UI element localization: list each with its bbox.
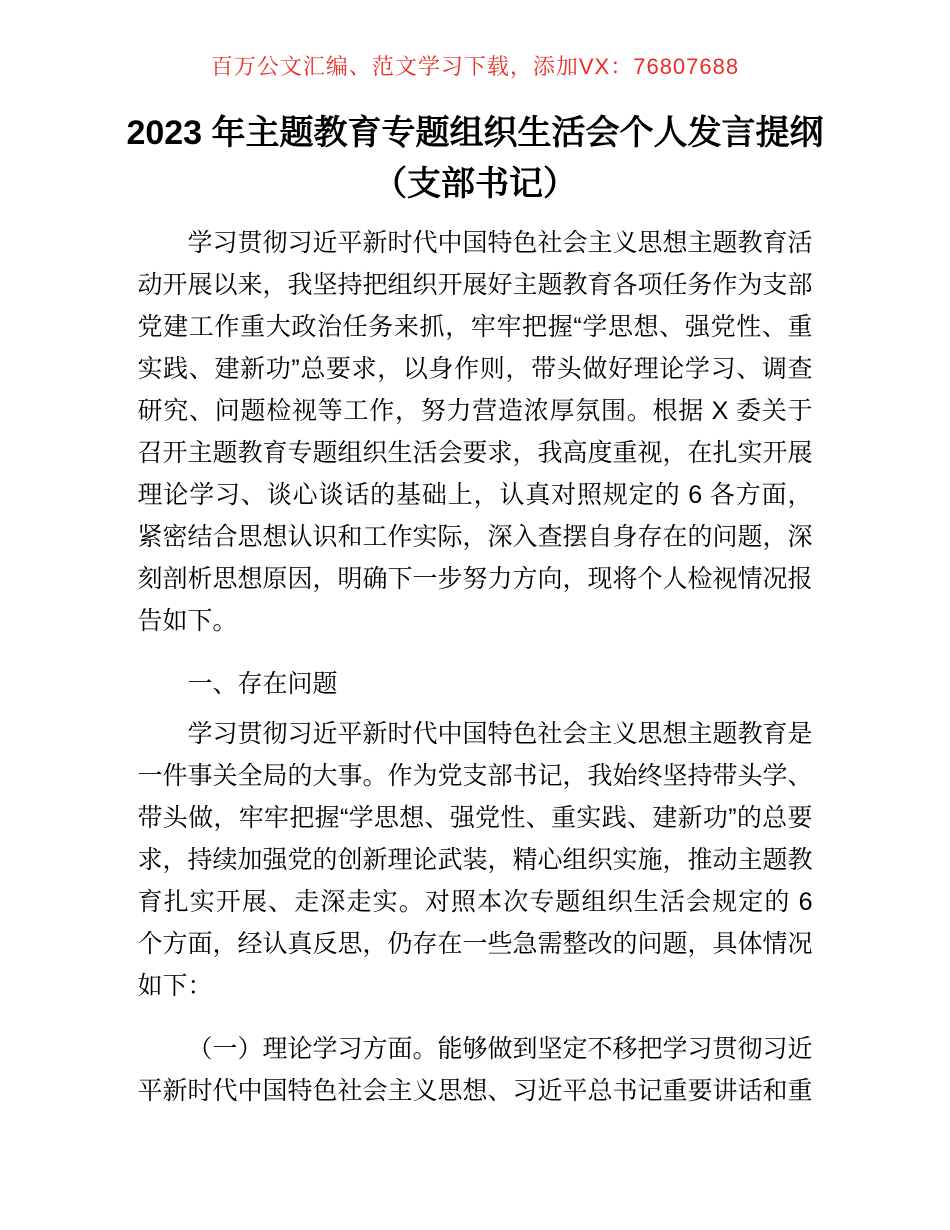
- document-title: [0, 108, 950, 210]
- document-body: [138, 222, 813, 1112]
- promo-banner: 百万公文汇编、范文学习下载，添加VX：76807688: [210, 54, 740, 79]
- paragraph-intro: 学习贯彻习近平新时代中国特色社会主义思想主题教育活动开展以来，我坚持把组织开展好主题教育各项任务作为支部党建工作重大政治任务来抓，牢牢把握“学思想、强党性、重实践、建新功”总要求，以身作则，带头做好理论学习、调查研究、问题检视等工作，努力营造浓厚氛围。根据 X 委关于召开主题教育专题组织生活会要求，我高度重视，在扎实开展理论学习、谈心谈话的基础上，认真对照规定的 6 各方面，紧密结合思想认识和工作实际，深入查摆自身存在的问题，深刻剖析思想原因，明确下一步努力方向，现将个人检视情况报告如下。: [137, 229, 813, 635]
- section-heading-existing-problems: 一、存在问题: [187, 670, 338, 698]
- paragraph-problems-overview: 学习贯彻习近平新时代中国特色社会主义思想主题教育是一件事关全局的大事。作为党支部书记，我始终坚持带头学、带头做，牢牢把握“学思想、强党性、重实践、建新功”的总要求，持续加强党的创新理论武装，精心组织实施，推动主题教育扎实开展、走深走实。对照本次专题组织生活会规定的 6 个方面，经认真反思，仍存在一些急需整改的问题，具体情况如下：: [137, 720, 813, 1000]
- title-line-1: 2023 年主题教育专题组织生活会个人发言提纲: [126, 114, 824, 152]
- paragraph-theory-study: （一）理论学习方面。能够做到坚定不移把学习贯彻习近平新时代中国特色社会主义思想、习近平总书记重要讲话和重: [137, 1035, 813, 1105]
- title-line-2: （支部书记）: [373, 165, 577, 203]
